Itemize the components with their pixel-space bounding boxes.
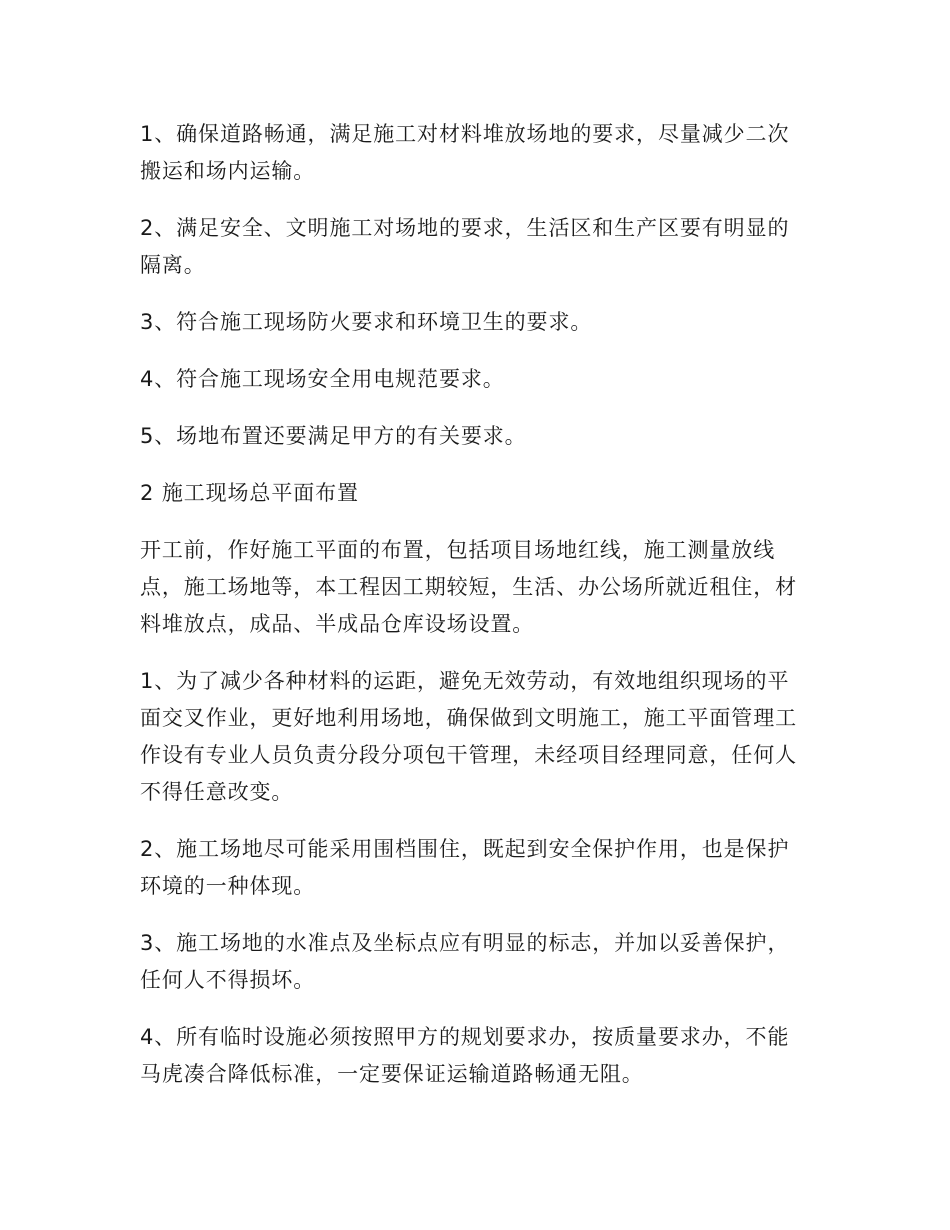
- intro-paragraph: 开工前，作好施工平面的布置，包括项目场地红线，施工测量放线点，施工场地等，本工程因工期较短，生活、办公场所就近租住，材料堆放点，成品、半成品仓库设场设置。: [140, 538, 797, 636]
- layout-paragraph-1: 1、为了减少各种材料的运距，避免无效劳动，有效地组织现场的平面交叉作业，更好地利用场地，确保做到文明施工，施工平面管理工作设有专业人员负责分段分项包干管理，未经项目经理同意，任何人不得任意改变。: [140, 669, 797, 804]
- requirement-paragraph-3: 3、符合施工现场防火要求和环境卫生的要求。: [140, 310, 593, 334]
- layout-paragraph-4: 4、所有临时设施必须按照甲方的规划要求办，按质量要求办，不能马虎凑合降低标准，一定要保证运输道路畅通无阻。: [140, 1025, 790, 1086]
- section-heading: 2 施工现场总平面布置: [140, 481, 359, 505]
- layout-paragraph-2: 2、施工场地尽可能采用围档围住，既起到安全保护作用，也是保护环境的一种体现。: [140, 837, 790, 898]
- requirement-paragraph-5: 5、场地布置还要满足甲方的有关要求。: [140, 424, 527, 448]
- requirement-paragraph-4: 4、符合施工现场安全用电规范要求。: [140, 367, 505, 391]
- requirement-paragraph-2: 2、满足安全、文明施工对场地的要求，生活区和生产区要有明显的隔离。: [140, 216, 790, 277]
- layout-paragraph-3: 3、施工场地的水准点及坐标点应有明显的标志，并加以妥善保护，任何人不得损坏。: [140, 931, 790, 992]
- requirement-paragraph-1: 1、确保道路畅通，满足施工对材料堆放场地的要求，尽量减少二次搬运和场内运输。: [140, 122, 790, 183]
